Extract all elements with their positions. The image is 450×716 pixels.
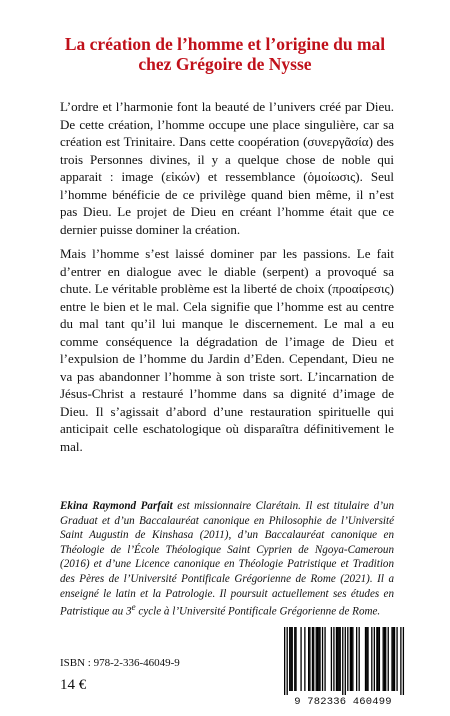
barcode-bar [337,627,338,691]
barcode-bar [318,627,319,691]
barcode-bar [304,627,305,691]
barcode-bar [331,627,332,691]
barcode-bar [284,627,285,695]
barcode-bar [403,627,404,695]
summary-paragraph-2: Mais l’homme s’est laissé dominer par les passions. Le fait d’entrer en dialogue avec le diable (serpent) a provoqué sa chute. Le véritable problème est la liberté de choix (προαίρεσις) entre le bien et le mal. Cela signifie que l’homme est au centre du mal tant qu’il lui manque le discernement. Le mal a eu comme conséquence la dégradation de l’image de Dieu et l’expulsion de l’homme du Jardin d’Eden. Cependant, Dieu ne va pas abandonner l’homme à son triste sort. L’incarnation de Jésus-Christ a restauré l’homme dans sa dignité d’image de Dieu. Il s’agissait d’abord d’une restauration spirituelle qui anticipait celle eschatologique où disparaîtra définitivement le mal. [60,246,394,454]
barcode-bar [340,627,341,691]
barcode-bar [371,627,372,691]
barcode-bar [287,627,288,695]
barcode-bar [347,627,348,691]
barcode-bar [352,627,353,691]
barcode-bar [359,627,360,691]
author-name: Ekina Raymond Parfait [60,500,173,512]
barcode-bar [322,627,323,691]
barcode-bar [333,627,334,691]
barcode-bar [388,627,389,691]
barcode-bar [324,627,325,691]
barcode-bar [384,627,385,691]
author-bio [60,499,394,619]
barcode-bar [350,627,351,691]
barcode-bar [391,627,392,691]
barcode-bar [317,627,318,691]
barcode-bar [316,627,317,691]
barcode-bar [396,627,397,691]
barcode-bar [356,627,357,691]
barcode-bar [319,627,320,691]
book-title-line-2: chez Grégoire de Nysse [138,54,312,74]
summary-paragraph-1: L’ordre et l’harmonie font la beauté de l’univers créé par Dieu. De cette création, l’homme occupe une place singulière, car sa création est Trinitaire. Dans cette coopération (συνεργᾶσία) des trois Personnes divines, il y a quelque chose de noble qui apparait : image (εἰκών) et ressemblance (ὁμοίωσις). Seul l’homme bénéficie de ce privilège quand bien même, il n’est pas Dieu. Le projet de Dieu en créant l’homme était que ce dernier puisse dominer la création. [60,99,394,237]
barcode-bar [338,627,339,691]
barcode-bar [290,627,291,691]
barcode-graphic [278,627,408,695]
barcode-bar [377,627,378,691]
price-label: 14 € [60,677,87,693]
barcode-bar [367,627,368,691]
author-bio-superscript: e [131,603,136,614]
book-title-line-1: La création de l’homme et l’origine du mal [64,34,386,54]
barcode-bar [308,627,309,691]
barcode-bar [312,627,313,691]
barcode-bar [385,627,386,691]
barcode-bar [292,627,293,691]
barcode-bar [289,627,290,691]
book-title [20,34,430,74]
barcode-bar [351,627,352,691]
barcode-bar [300,627,301,691]
barcode-bar [365,627,366,691]
barcode-bar [393,627,394,691]
barcode-bar [394,627,395,691]
barcode-digits: 9 782336 460499 [294,696,392,708]
barcode-bar [295,627,296,691]
barcode-bar [294,627,295,691]
barcode-bar [379,627,380,691]
author-bio-text: est missionnaire Clarétain. Il est titulaire d’un Graduat et d’un Baccalauréat canonique en Philosophie de l’Université Saint Augustin de Kinshasa (2011), d’un Baccalauréat canonique en Théologie de l’École Théologique Saint Cyprien de Ngoya-Cameroun (2016) et d’une Licence canonique en Théologie Patristique et Tradition des Pères de l’Université Pontificale Grégorienne de Rome (2021). Il a enseigné le latin et la Patrologie. Il poursuit actuellement ses études en Patristique au 3 [60,500,394,618]
barcode-bar [374,627,375,691]
isbn-label: ISBN : 978-2-336-46049-9 [60,657,180,669]
barcode-bar [342,627,343,695]
barcode-bar [383,627,384,691]
author-bio-text-end: cycle à l’Université Pontificale Grégorienne de Rome. [135,605,381,618]
barcode-bar [336,627,337,691]
barcode-bar [309,627,310,691]
barcode-bar [400,627,401,695]
barcode-bar [366,627,367,691]
barcode-bar [345,627,346,695]
barcode-bar [313,627,314,691]
barcode [278,627,408,695]
barcode-bar [376,627,377,691]
